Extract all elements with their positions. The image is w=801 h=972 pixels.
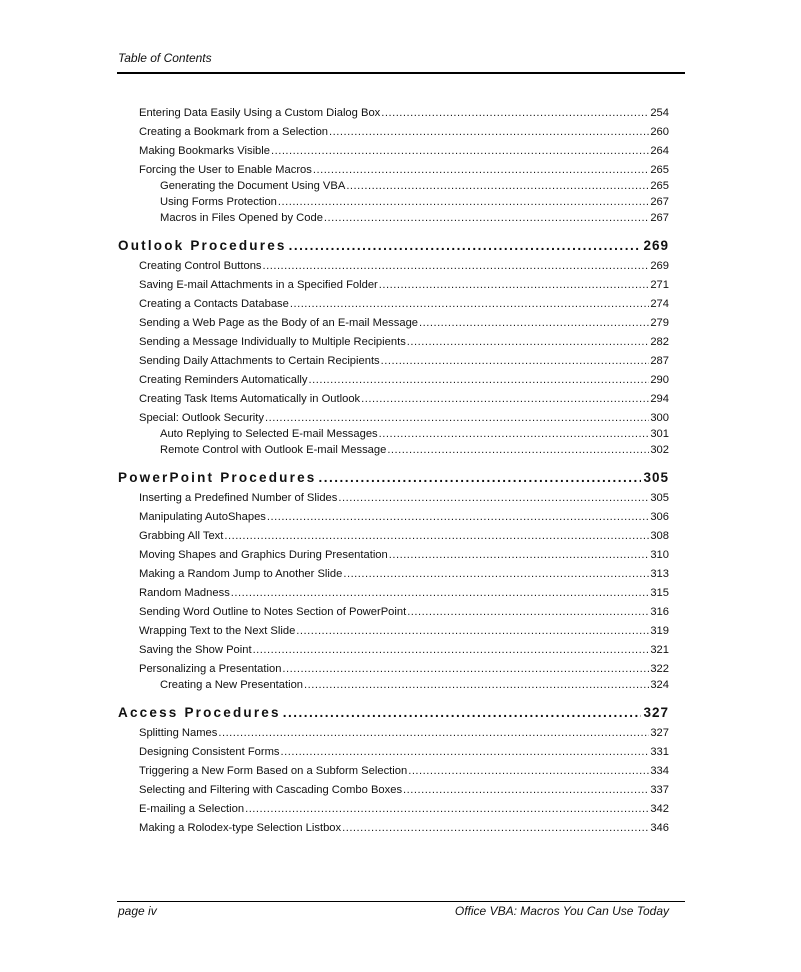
dot-leader [304, 678, 649, 693]
table-of-contents [118, 102, 669, 836]
toc-entry-page: 321 [650, 644, 669, 656]
toc-entry [118, 764, 669, 779]
toc-entry-title: Sending a Web Page as the Body of an E-mail Message [139, 317, 419, 329]
dot-leader [381, 354, 650, 369]
toc-entry-page: 274 [650, 298, 669, 310]
book-title: Office VBA: Macros You Can Use Today [454, 904, 669, 918]
toc-entry-page: 271 [650, 279, 669, 291]
dot-leader [389, 548, 650, 563]
toc-entry-title: Inserting a Predefined Number of Slides [139, 492, 338, 504]
toc-entry [118, 106, 669, 121]
toc-entry-title: Random Madness [139, 587, 230, 599]
toc-entry-title: Sending Word Outline to Notes Section of PowerPoint [139, 606, 407, 618]
dot-leader [324, 211, 649, 226]
toc-entry-page: 254 [650, 107, 669, 119]
section-page: 305 [643, 470, 669, 485]
toc-entry-page: 327 [650, 727, 669, 739]
toc-entry-title: Sending a Message Individually to Multiple Recipients [139, 336, 406, 348]
toc-entry-title: Wrapping Text to the Next Slide [139, 625, 296, 637]
toc-entry-page: 264 [650, 145, 669, 157]
toc-entry-page: 265 [650, 164, 669, 176]
toc-section-heading [118, 469, 669, 487]
toc-entry-title: Auto Replying to Selected E-mail Messages [160, 428, 378, 440]
toc-entry [118, 195, 669, 210]
toc-entry-title: Forcing the User to Enable Macros [139, 164, 312, 176]
section-title: Outlook Procedures [118, 238, 287, 253]
dot-leader [289, 237, 642, 255]
dot-leader [309, 373, 650, 388]
toc-entry [118, 491, 669, 506]
section-title: Access Procedures [118, 705, 281, 720]
dot-leader [281, 745, 650, 760]
toc-entry-page: 306 [650, 511, 669, 523]
toc-entry [118, 643, 669, 658]
toc-entry-page: 310 [650, 549, 669, 561]
toc-entry-title: Grabbing All Text [139, 530, 224, 542]
dot-leader [361, 392, 649, 407]
toc-entry-page: 313 [650, 568, 669, 580]
toc-entry [118, 211, 669, 226]
toc-entry-title: Special: Outlook Security [139, 412, 264, 424]
toc-entry-page: 301 [650, 428, 669, 440]
toc-entry-title: Generating the Document Using VBA [160, 180, 346, 192]
toc-entry-page: 337 [650, 784, 669, 796]
toc-entry-title: Creating a New Presentation [160, 679, 304, 691]
toc-entry-page: 308 [650, 530, 669, 542]
toc-entry-page: 305 [650, 492, 669, 504]
dot-leader [407, 335, 650, 350]
toc-entry-title: Personalizing a Presentation [139, 663, 282, 675]
dot-leader [338, 491, 649, 506]
toc-entry [118, 510, 669, 525]
page-number: page iv [118, 904, 157, 918]
toc-entry-page: 302 [650, 444, 669, 456]
toc-entry [118, 529, 669, 544]
toc-entry-page: 324 [650, 679, 669, 691]
toc-entry-page: 300 [650, 412, 669, 424]
toc-section-heading [118, 704, 669, 722]
dot-leader [231, 586, 650, 601]
dot-leader [313, 163, 649, 178]
toc-entry-page: 269 [650, 260, 669, 272]
toc-entry-title: Creating a Bookmark from a Selection [139, 126, 329, 138]
toc-entry [118, 316, 669, 331]
toc-entry [118, 605, 669, 620]
toc-entry-title: Designing Consistent Forms [139, 746, 280, 758]
toc-entry-title: Saving the Show Point [139, 644, 252, 656]
dot-leader [419, 316, 649, 331]
toc-entry [118, 662, 669, 677]
dot-leader [381, 106, 649, 121]
toc-entry-title: E-mailing a Selection [139, 803, 245, 815]
header-rule [117, 72, 685, 74]
toc-entry-page: 319 [650, 625, 669, 637]
dot-leader [342, 821, 649, 836]
toc-entry-title: Making a Rolodex-type Selection Listbox [139, 822, 342, 834]
toc-entry [118, 586, 669, 601]
toc-entry [118, 783, 669, 798]
toc-section [118, 237, 669, 458]
toc-entry-title: Creating Control Buttons [139, 260, 262, 272]
toc-entry-title: Selecting and Filtering with Cascading Combo Boxes [139, 784, 403, 796]
dot-leader [265, 411, 649, 426]
toc-entry [118, 392, 669, 407]
toc-entry-page: 282 [650, 336, 669, 348]
toc-entry-title: Splitting Names [139, 727, 218, 739]
toc-entry-page: 334 [650, 765, 669, 777]
toc-entry-title: Sending Daily Attachments to Certain Recipients [139, 355, 380, 367]
toc-entry [118, 567, 669, 582]
section-page: 269 [643, 238, 669, 253]
section-page: 327 [643, 705, 669, 720]
toc-entry [118, 125, 669, 140]
toc-entry [118, 802, 669, 817]
toc-entry-title: Using Forms Protection [160, 196, 277, 208]
toc-entry-title: Creating Task Items Automatically in Outlook [139, 393, 361, 405]
toc-entry [118, 678, 669, 693]
dot-leader [282, 662, 649, 677]
toc-entry-title: Manipulating AutoShapes [139, 511, 266, 523]
toc-entry-page: 316 [650, 606, 669, 618]
dot-leader [379, 278, 650, 293]
toc-entry [118, 745, 669, 760]
dot-leader [271, 144, 649, 159]
toc-section-heading [118, 237, 669, 255]
toc-entry-page: 290 [650, 374, 669, 386]
toc-entry-title: Macros in Files Opened by Code [160, 212, 323, 224]
dot-leader [408, 764, 649, 779]
toc-entry [118, 259, 669, 274]
toc-entry [118, 821, 669, 836]
footer-rule [117, 901, 685, 902]
running-header: Table of Contents [118, 51, 212, 65]
dot-leader [253, 643, 650, 658]
toc-entry-title: Remote Control with Outlook E-mail Message [160, 444, 387, 456]
toc-entry-title: Making a Random Jump to Another Slide [139, 568, 343, 580]
dot-leader [267, 510, 649, 525]
toc-entry [118, 278, 669, 293]
dot-leader [218, 726, 649, 741]
toc-entry-page: 287 [650, 355, 669, 367]
toc-entry [118, 163, 669, 178]
dot-leader [407, 605, 649, 620]
toc-entry [118, 726, 669, 741]
toc-entry [118, 548, 669, 563]
dot-leader [224, 529, 649, 544]
toc-entry-page: 294 [650, 393, 669, 405]
toc-entry [118, 373, 669, 388]
toc-entry [118, 335, 669, 350]
toc-entry-title: Making Bookmarks Visible [139, 145, 270, 157]
dot-leader [387, 443, 649, 458]
dot-leader [263, 259, 650, 274]
toc-section [118, 469, 669, 693]
toc-entry-title: Entering Data Easily Using a Custom Dialog Box [139, 107, 381, 119]
dot-leader [379, 427, 650, 442]
dot-leader [296, 624, 649, 639]
toc-entry-page: 267 [650, 196, 669, 208]
toc-entry-page: 267 [650, 212, 669, 224]
toc-entry-title: Creating Reminders Automatically [139, 374, 308, 386]
dot-leader [403, 783, 649, 798]
toc-entry-page: 346 [650, 822, 669, 834]
dot-leader [319, 469, 642, 487]
toc-entry-page: 279 [650, 317, 669, 329]
toc-entry [118, 354, 669, 369]
dot-leader [290, 297, 649, 312]
dot-leader [283, 704, 642, 722]
toc-entry [118, 411, 669, 426]
toc-entry-title: Saving E-mail Attachments in a Specified Folder [139, 279, 378, 291]
toc-section [118, 704, 669, 836]
toc-entry [118, 297, 669, 312]
toc-entry-page: 322 [650, 663, 669, 675]
dot-leader [343, 567, 649, 582]
section-title: PowerPoint Procedures [118, 470, 317, 485]
dot-leader [346, 179, 649, 194]
dot-leader [329, 125, 649, 140]
toc-entry-page: 260 [650, 126, 669, 138]
dot-leader [278, 195, 649, 210]
toc-entry-page: 331 [650, 746, 669, 758]
toc-entry [118, 443, 669, 458]
dot-leader [245, 802, 649, 817]
toc-entry-page: 315 [650, 587, 669, 599]
toc-entry [118, 179, 669, 194]
toc-entry-page: 265 [650, 180, 669, 192]
toc-entry [118, 144, 669, 159]
toc-entry-page: 342 [650, 803, 669, 815]
toc-entry-title: Moving Shapes and Graphics During Presentation [139, 549, 388, 561]
toc-entry [118, 624, 669, 639]
toc-entry-title: Triggering a New Form Based on a Subform Selection [139, 765, 408, 777]
toc-entry-title: Creating a Contacts Database [139, 298, 289, 310]
toc-entry [118, 427, 669, 442]
